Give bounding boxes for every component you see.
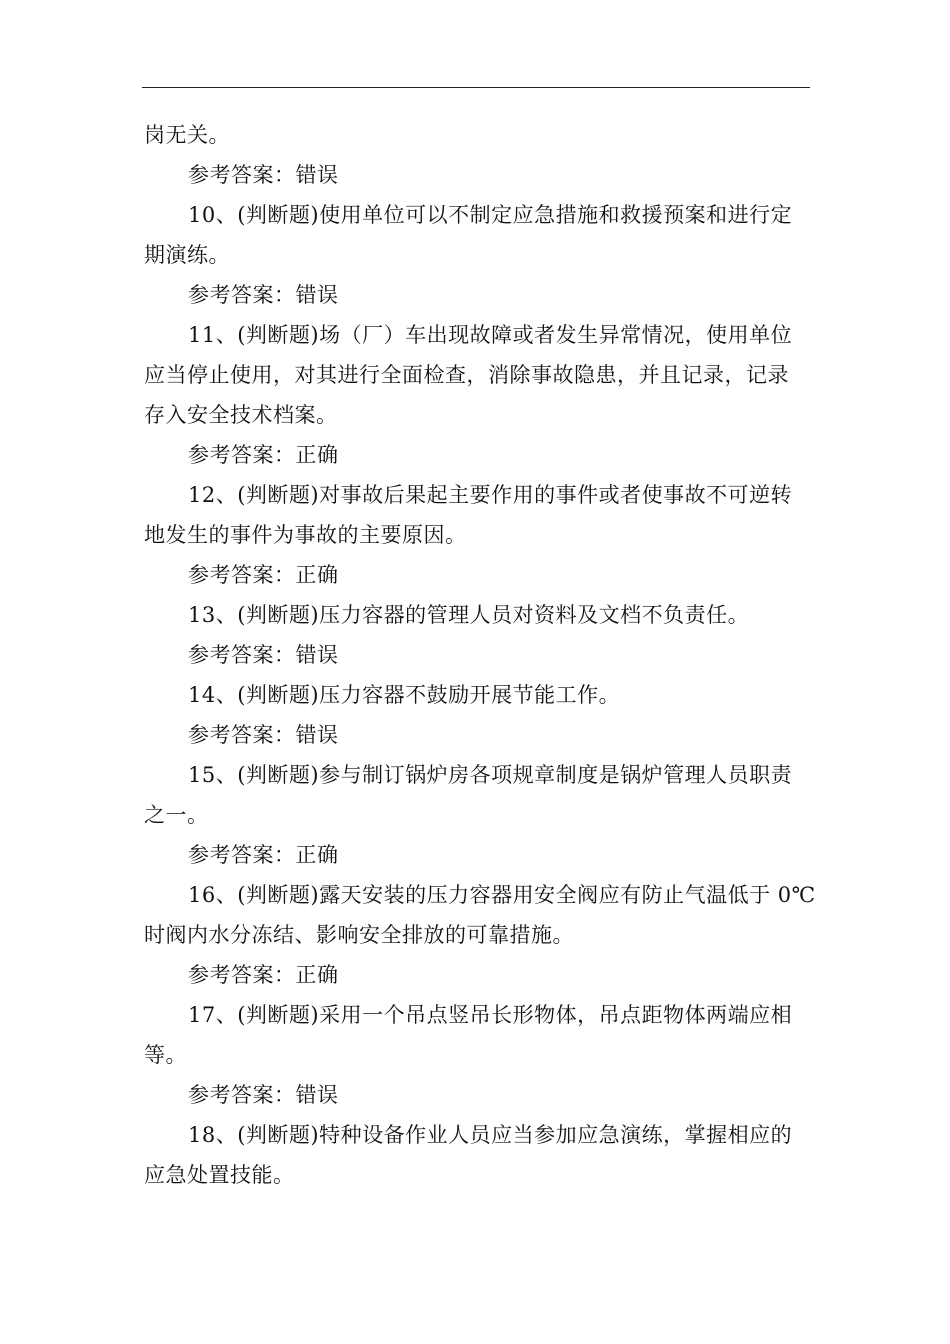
question-line: 10、(判断题)使用单位可以不制定应急措施和救援预案和进行定 (188, 203, 793, 227)
text-line: 期演练。 (144, 243, 230, 267)
text-line: 之一。 (144, 803, 209, 827)
document-body (144, 115, 824, 1195)
answer-line: 参考答案：错误 (188, 163, 339, 187)
answer-line: 参考答案：错误 (188, 283, 339, 307)
text-line: 应急处置技能。 (144, 1163, 295, 1187)
answer-line: 参考答案：正确 (188, 563, 339, 587)
text-line: 岗无关。 (144, 123, 230, 147)
text-line: 应当停止使用，对其进行全面检查，消除事故隐患，并且记录，记录 (144, 363, 789, 387)
text-line: 等。 (144, 1043, 187, 1067)
header-rule (142, 87, 810, 88)
answer-line: 参考答案：正确 (188, 843, 339, 867)
question-line: 13、(判断题)压力容器的管理人员对资料及文档不负责任。 (188, 603, 750, 627)
question-line: 16、(判断题)露天安装的压力容器用安全阀应有防止气温低于 0℃ (188, 883, 816, 907)
text-line: 时阀内水分冻结、影响安全排放的可靠措施。 (144, 923, 574, 947)
question-line: 11、(判断题)场（厂）车出现故障或者发生异常情况，使用单位 (188, 323, 793, 347)
text-line: 地发生的事件为事故的主要原因。 (144, 523, 467, 547)
answer-line: 参考答案：错误 (188, 723, 339, 747)
answer-line: 参考答案：错误 (188, 643, 339, 667)
text-line: 存入安全技术档案。 (144, 403, 338, 427)
question-line: 14、(判断题)压力容器不鼓励开展节能工作。 (188, 683, 621, 707)
answer-line: 参考答案：错误 (188, 1083, 339, 1107)
answer-line: 参考答案：正确 (188, 443, 339, 467)
question-line: 12、(判断题)对事故后果起主要作用的事件或者使事故不可逆转 (188, 483, 793, 507)
answer-line: 参考答案：正确 (188, 963, 339, 987)
question-line: 18、(判断题)特种设备作业人员应当参加应急演练，掌握相应的 (188, 1123, 793, 1147)
question-line: 15、(判断题)参与制订锅炉房各项规章制度是锅炉管理人员职责 (188, 763, 793, 787)
question-line: 17、(判断题)采用一个吊点竖吊长形物体，吊点距物体两端应相 (188, 1003, 793, 1027)
